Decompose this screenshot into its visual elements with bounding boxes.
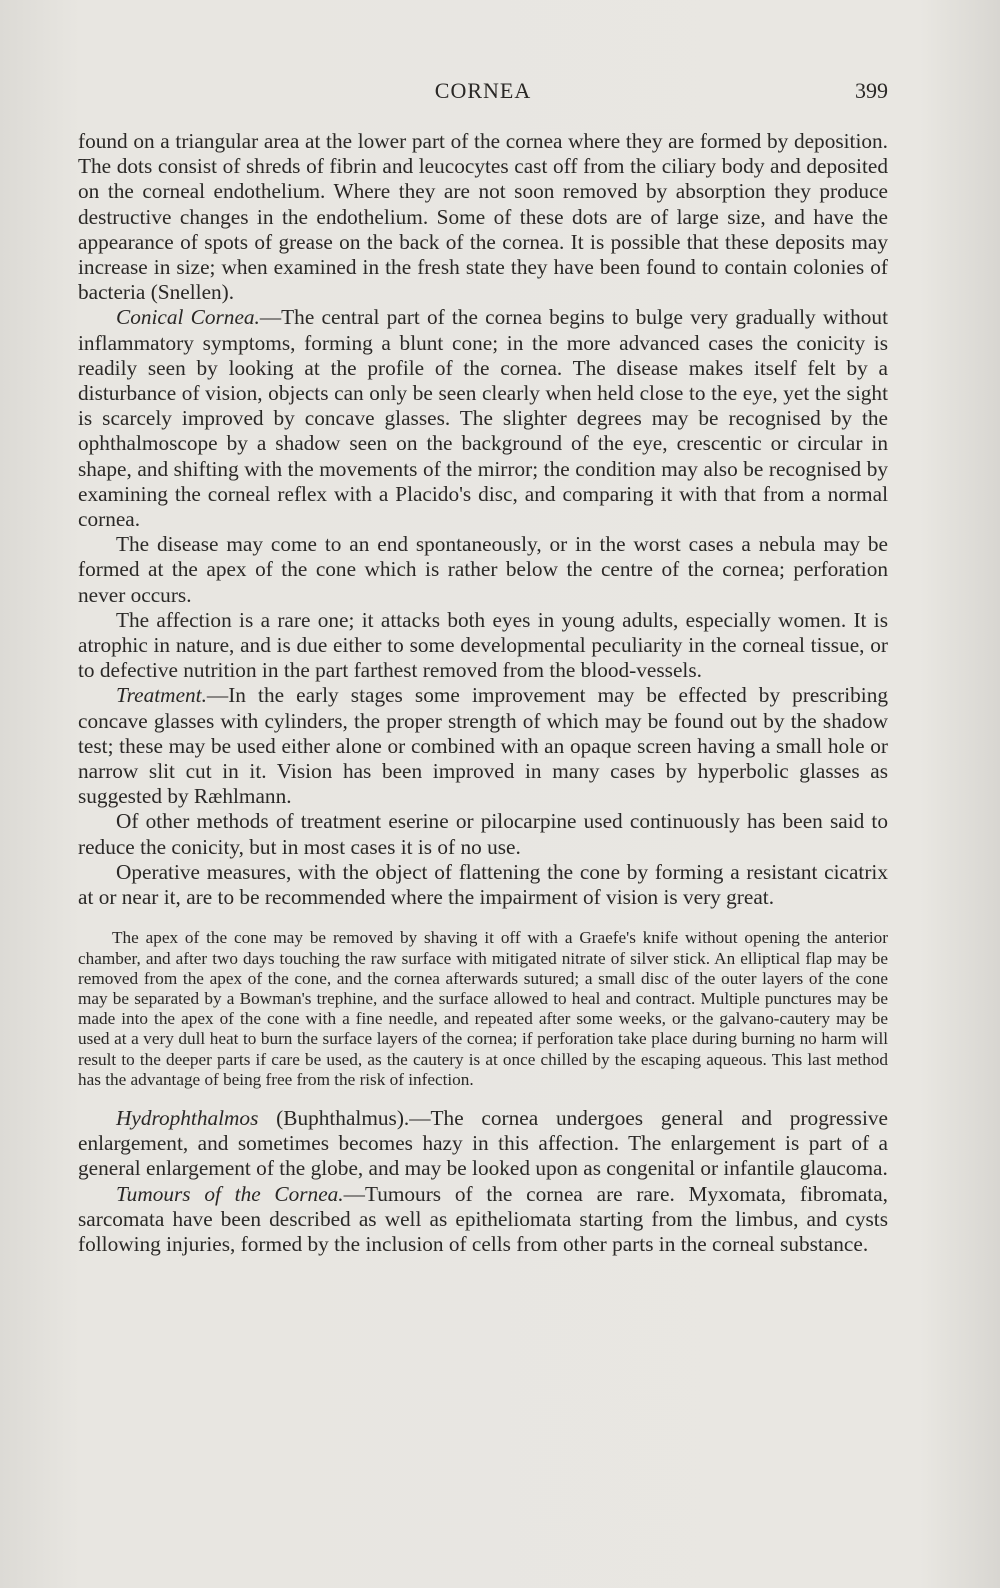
paragraph-tumours bbox=[78, 1182, 888, 1258]
paragraph-text: found on a triangular area at the lower part of the cornea where they are formed by deposition. The dots consist of shreds of fibrin and leucocytes cast off from the ciliary body and deposited on the corneal endothelium. Where they are not soon removed by absorption they produce destructive changes in the endothelium. Some of these dots are of large size, and have the appearance of spots of grease on the back of the cornea. It is possible that these deposits may increase in size; when examined in the fresh state they have been found to contain colonies of bacteria (Snellen). bbox=[78, 129, 888, 305]
paragraph-text: The affection is a rare one; it attacks both eyes in young adults, especially women. It is atrophic in nature, and is due either to some developmental peculiarity in the corneal tissue, or to defective nutrition in the part farthest removed from the blood-vessels. bbox=[78, 607, 888, 683]
paragraph-text: (Buphthalmus).—The cornea undergoes general and progressive enlargement, and sometimes becomes hazy in this affection. The enlargement is part of a general enlargement of the globe, and may be looked upon as congenital or infantile glaucoma. bbox=[78, 1105, 888, 1181]
paragraph bbox=[78, 860, 888, 910]
paragraph-text: —Tumours of the cornea are rare. Myxomata, fibromata, sarcomata have been described as well as epitheliomata starting from the limbus, and cysts following injuries, formed by the inclusion of cells from other parts in the corneal substance. bbox=[78, 1181, 888, 1256]
page-header bbox=[78, 78, 888, 112]
paragraph-continued bbox=[78, 129, 888, 305]
paragraph bbox=[78, 532, 888, 608]
paragraph bbox=[78, 608, 888, 684]
section-heading: Conical Cornea. bbox=[116, 305, 260, 330]
section-heading: Tumours of the Cornea. bbox=[116, 1181, 344, 1206]
paragraph-text: The disease may come to an end spontaneously, or in the worst cases a nebula may be formed at the apex of the cone which is rather below the centre of the cornea; perforation never occurs. bbox=[78, 532, 888, 607]
paragraph-text: —In the early stages some improvement may be effected by prescribing concave glasses with cylinders, the proper strength of which may be found out by the shadow test; these may be used either alone or combined with an opaque screen having a small hole or narrow slit cut in it. Vision has been improved in many cases by hyperbolic glasses as suggested by Ræhlmann. bbox=[78, 683, 888, 809]
page-number: 399 bbox=[855, 78, 888, 103]
paragraph-conical-cornea bbox=[78, 305, 888, 532]
paragraph-text: Of other methods of treatment eserine or pilocarpine used continuously has been said to reduce the conicity, but in most cases it is of no use. bbox=[78, 809, 888, 859]
running-title: CORNEA bbox=[434, 78, 532, 103]
section-heading: Treatment. bbox=[116, 683, 207, 708]
paragraph-text: Operative measures, with the object of flattening the cone by forming a resistant cicatrix at or near it, are to be recommended where the impairment of vision is very great. bbox=[78, 859, 888, 910]
section-heading: Hydrophthalmos bbox=[116, 1105, 259, 1130]
small-print-paragraph: The apex of the cone may be removed by shaving it off with a Graefe's knife without opening the anterior chamber, and after two days touching the raw surface with mitigated nitrate of silver stick. An elliptical flap may be removed from the apex of the cone, and the cornea afterwards sutured; a small disc of the outer layers of the cone may be separated by a Bowman's trephine, and the surface allowed to heal and contract. Multiple punctures may be made into the apex of the cone with a fine needle, and repeated after some weeks, or the galvano-cautery may be used at a very dull heat to burn the surface layers of the cornea; if perforation take place during burning no harm will result to the deeper parts if care be used, as the cautery is at once chilled by the escaping aqueous. This last method has the advantage of being free from the risk of infection. bbox=[78, 928, 888, 1089]
paragraph-text: —The central part of the cornea begins to bulge very gradually without inflammatory symptoms, forming a blunt cone; in the more advanced cases the conicity is readily seen by looking at the profile of the cornea. The disease makes itself felt by a disturbance of vision, objects can only be seen clearly when held close to the eye, yet the sight is scarcely improved by concave glasses. The slighter degrees may be recognised by the ophthalmoscope by a shadow seen on the background of the eye, crescentic or circular in shape, and shifting with the movements of the mirror; the condition may also be recognised by examining the corneal reflex with a Placido's disc, and comparing it with that from a normal cornea. bbox=[78, 305, 888, 532]
paragraph-hydrophthalmos bbox=[78, 1106, 888, 1182]
paragraph bbox=[78, 809, 888, 859]
page-body bbox=[78, 129, 888, 1257]
paragraph-treatment bbox=[78, 683, 888, 809]
